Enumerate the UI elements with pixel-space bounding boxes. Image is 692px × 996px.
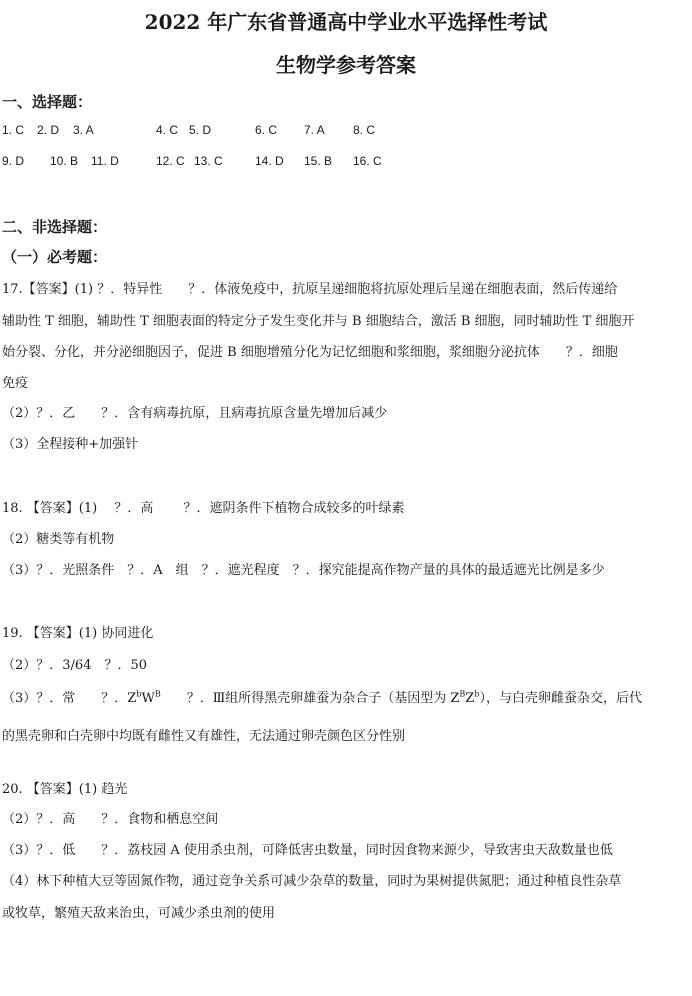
q19-line: 19. 【答案】(1) 协同进化 (2, 626, 154, 641)
q20-line: （2）？．高 ？．食物和栖息空间 (2, 812, 219, 827)
q17-line: 始分裂、分化，并分泌细胞因子，促进 B 细胞增殖分化为记忆细胞和浆细胞，浆细胞分泌抗体 ？．细胞 (2, 345, 618, 360)
q17-line: （3）全程接种+加强针 (2, 437, 139, 452)
mc-answer: 2. D (37, 123, 60, 137)
mc-answer: 10. B (50, 154, 79, 168)
subsection-heading: （一）必考题： (2, 248, 108, 266)
q17-line: （2）？．乙 ？．含有病毒抗原，且病毒抗原含量先增加后减少 (2, 406, 388, 421)
mc-answer: 8. C (353, 123, 376, 137)
mc-answer: 1. C (2, 123, 25, 137)
q20-line: 20. 【答案】(1) 趋光 (2, 782, 128, 797)
q20-line: （4）林下种植大豆等固氮作物，通过竞争关系可减少杂草的数量，同时为果树提供氮肥；通过种植良性杂草 (2, 874, 622, 889)
mc-answer: 4. C (156, 123, 179, 137)
mc-answer: 13. C (194, 154, 223, 168)
mc-answer: 3. A (73, 123, 94, 137)
mc-answer: 12. C (156, 154, 185, 168)
mc-answer: 16. C (353, 154, 382, 168)
mc-answer: 14. D (255, 154, 284, 168)
q18-line: （3）？．光照条件 ？．A 组 ？．遮光程度 ？．探究能提高作物产量的具体的最适遮光比例是多少 (2, 563, 605, 578)
q17-line: 17.【答案】(1) ？．特异性 ？．体液免疫中，抗原呈递细胞将抗原处理后呈递在细胞表面，然后传递给 (2, 282, 618, 297)
q19-line: 的黑壳卵和白壳卵中均既有雌性又有雄性，无法通过卵壳颜色区分性别 (2, 729, 406, 744)
q17-line: 辅助性 T 细胞，辅助性 T 细胞表面的特定分子发生变化并与 B 细胞结合，激活 B 细胞，同时辅助性 T 细胞开 (2, 314, 635, 329)
q19-line: （2）？．3/64 ？．50 (2, 658, 148, 673)
q17-line: 免疫 (2, 376, 29, 391)
q20-line: （3）？．低 ？．荔枝园 A 使用杀虫剂，可降低害虫数量，同时因食物来源少，导致害虫天敌数量也低 (2, 843, 613, 858)
mc-answer: 5. D (189, 123, 212, 137)
q19-line: （3）？．常 ？．$Z^bW^B$ ？．Ⅲ组所得黑壳卵雄蚕为杂合子（基因型为 $Z^BZ^b$），与白壳卵雌蚕杂交，后代 (2, 689, 642, 706)
mc-answer: 9. D (2, 154, 25, 168)
q18-line: 18. 【答案】(1) ？．高 ？．遮阴条件下植物合成较多的叶绿素 (2, 501, 405, 516)
mc-answer: 11. D (91, 154, 119, 168)
mc-answer: 6. C (255, 123, 278, 137)
mc-answer: 7. A (304, 123, 325, 137)
section-heading-nonchoice: 二、非选择题： (2, 218, 108, 236)
document-subtitle: 生物学参考答案 (276, 53, 416, 77)
document-title: 2022 年广东省普通高中学业水平选择性考试 (144, 10, 548, 34)
section-heading-choice: 一、选择题： (2, 93, 93, 111)
q20-line: 或牧草，繁殖天敌来治虫，可减少杀虫剂的使用 (2, 906, 276, 921)
q18-line: （2）糖类等有机物 (2, 532, 115, 547)
mc-answer: 15. B (304, 154, 333, 168)
